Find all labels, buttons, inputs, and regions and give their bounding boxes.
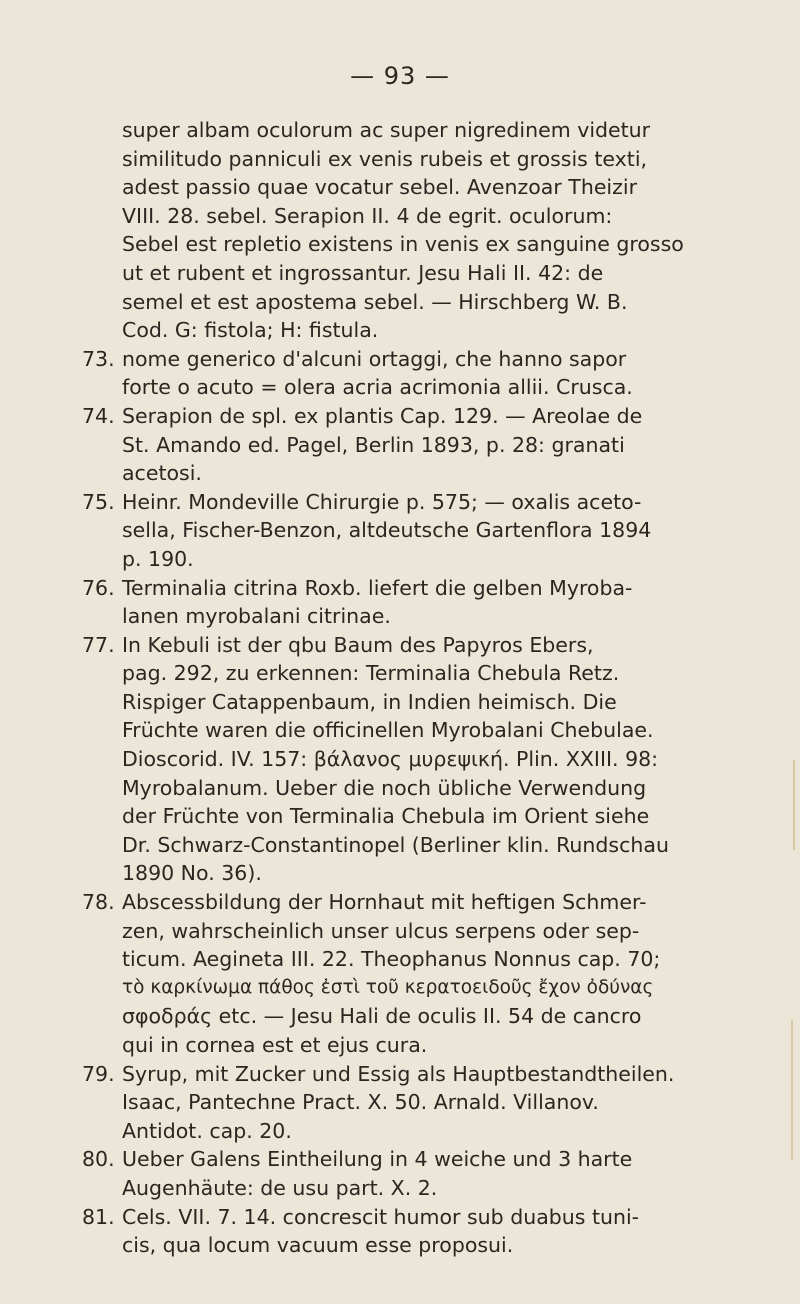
line-text: Heinr. Mondeville Chirurgie p. 575; — oxalis aceto- [122,489,642,514]
line-text: Früchte waren die officinellen Myrobalani Chebulae. [122,718,654,743]
note-line [82,1117,722,1146]
line-text: p. 190. [122,546,194,571]
line-text: 1890 No. 36). [122,861,262,886]
line-text: Myrobalanum. Ueber die noch übliche Verwendung [122,775,647,800]
note-line [82,745,722,774]
note-line [82,859,722,888]
intro-line [82,316,722,345]
note-line [82,1231,722,1260]
note-line [82,974,722,1003]
line-text: Abscessbildung der Hornhaut mit heftigen Schmer- [122,890,647,915]
note-number: 74. [82,403,115,428]
line-text: Ueber Galens Eintheilung in 4 weiche und 3 harte [122,1147,633,1172]
note-79 [82,1060,722,1089]
note-line [82,1002,722,1031]
line-text: σφοδράς etc. — Jesu Hali de oculis II. 54 de cancro [122,1004,642,1029]
note-line [82,431,722,460]
line-text: acetosi. [122,461,202,486]
line-text: ut et rubent et ingrossantur. Jesu Hali II. 42: de [122,260,604,285]
line-text: der Früchte von Terminalia Chebula im Orient siehe [122,804,650,829]
note-line [82,516,722,545]
note-line [82,945,722,974]
intro-line [82,145,722,174]
note-number: 79. [82,1061,115,1086]
page-number: — 93 — [350,62,450,90]
greek-line: τὸ καρκίνωμα πάθος ἐστὶ τοῦ κερατοειδοῦς ἔχον ὀδύνας [122,976,654,998]
line-text: lanen myrobalani citrinae. [122,604,391,629]
line-text: Dr. Schwarz-Constantinopel (Berliner klin. Rundschau [122,832,669,857]
line-text: pag. 292, zu erkennen: Terminalia Chebula Retz. [122,661,620,686]
line-text: Dioscorid. IV. 157: βάλανος μυρεψική. Plin. XXIII. 98: [122,747,659,772]
line-text: nome generico d'alcuni ortaggi, che hanno sapor [122,346,627,371]
note-line [82,831,722,860]
note-line [82,1088,722,1117]
note-75 [82,488,722,517]
line-text: Augenhäute: de usu part. X. 2. [122,1175,438,1200]
note-line [82,459,722,488]
line-text: sella, Fischer-Benzon, altdeutsche Gartenflora 1894 [122,518,652,543]
note-line [82,688,722,717]
note-76 [82,574,722,603]
note-number: 80. [82,1147,115,1172]
note-line [82,802,722,831]
note-line [82,774,722,803]
note-line [82,1031,722,1060]
line-text: cis, qua locum vacuum esse proposui. [122,1233,514,1258]
page-edge-stain [793,760,795,850]
line-text: super albam oculorum ac super nigredinem videtur [122,118,651,142]
note-line [82,602,722,631]
footnotes-text [82,116,722,1260]
note-line [82,373,722,402]
intro-line [82,202,722,231]
note-number: 75. [82,489,115,514]
line-text: qui in cornea est et ejus cura. [122,1033,428,1057]
line-text: VIII. 28. sebel. Serapion II. 4 de egrit. oculorum: [122,203,613,228]
note-74 [82,402,722,431]
note-80 [82,1145,722,1174]
line-text: ticum. Aegineta III. 22. Theophanus Nonnus cap. 70; [122,947,661,972]
line-text: similitudo panniculi ex venis rubeis et grossis texti, [122,146,648,171]
line-text: In Kebuli ist der qbu Baum des Papyros Ebers, [122,632,594,657]
line-text: Rispiger Catappenbaum, in Indien heimisch. Die [122,689,617,714]
intro-line [82,116,722,145]
line-text: zen, wahrscheinlich unser ulcus serpens oder sep- [122,918,640,943]
intro-line [82,230,722,259]
note-73 [82,345,722,374]
intro-line [82,259,722,288]
note-line [82,545,722,574]
line-text: Sebel est repletio existens in venis ex sanguine grosso [122,232,684,257]
line-text: Antidot. cap. 20. [122,1118,292,1143]
line-text: Cels. VII. 7. 14. concrescit humor sub duabus tuni- [122,1204,640,1229]
line-text: Syrup, mit Zucker und Essig als Hauptbestandtheilen. [122,1061,675,1086]
note-line [82,1174,722,1203]
intro-line [82,173,722,202]
note-number: 73. [82,346,115,371]
note-number: 76. [82,575,115,600]
line-text: forte o acuto = olera acria acrimonia allii. Crusca. [122,375,633,400]
note-81 [82,1203,722,1232]
line-text: Cod. G: fistola; H: fistula. [122,318,379,343]
note-line [82,917,722,946]
intro-line [82,288,722,317]
note-number: 81. [82,1204,115,1229]
note-number: 78. [82,890,115,915]
line-text: adest passio quae vocatur sebel. Avenzoar Theizir [122,175,638,200]
line-text: St. Amando ed. Pagel, Berlin 1893, p. 28: granati [122,432,625,457]
note-line [82,716,722,745]
note-77 [82,631,722,660]
line-text: Isaac, Pantechne Pract. X. 50. Arnald. Villanov. [122,1090,599,1115]
note-line [82,659,722,688]
line-text: semel et est apostema sebel. — Hirschberg W. B. [122,289,628,314]
line-text: Terminalia citrina Roxb. liefert die gelben Myroba- [122,575,633,600]
line-text: Serapion de spl. ex plantis Cap. 129. — Areolae de [122,403,643,428]
note-number: 77. [82,632,115,657]
note-78 [82,888,722,917]
page-edge-stain [791,1020,793,1160]
